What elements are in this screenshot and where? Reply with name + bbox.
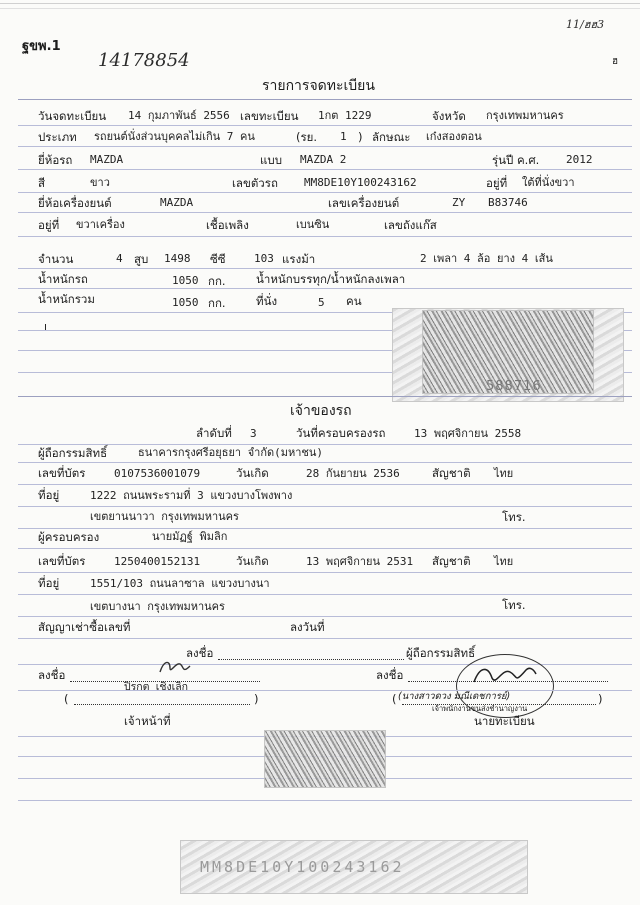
count-label: จำนวน xyxy=(38,252,74,266)
year-value: 2012 xyxy=(566,153,593,166)
weight-label: น้ำหนักรถ xyxy=(38,272,88,286)
class-close: ) xyxy=(358,130,363,144)
official-signature-mark xyxy=(156,654,196,678)
fuel-value: เบนซิน xyxy=(296,218,330,231)
row-line xyxy=(18,548,632,549)
row-line xyxy=(18,800,632,801)
type-label: ประเภท xyxy=(38,130,77,144)
sequence-label: ลำดับที่ xyxy=(196,426,232,440)
plate-label: เลขทะเบียน xyxy=(240,109,299,123)
possessor-nationality-value: ไทย xyxy=(494,555,514,568)
year-label: รุ่นปี ค.ศ. xyxy=(492,153,540,167)
holder-sign-label: ลงชื่อ xyxy=(186,646,214,660)
row-line xyxy=(18,484,632,485)
cylinders-value: 4 xyxy=(116,252,123,265)
holder-sign-title: ผู้ถือกรรมสิทธิ์ xyxy=(406,646,476,660)
lease-number-label: สัญญาเช่าซื้อเลขที่ xyxy=(38,620,131,634)
chassis-label: เลขตัวรถ xyxy=(232,176,278,190)
row-line xyxy=(18,594,632,595)
holder-sign-line xyxy=(218,659,404,660)
class-label: (รย. xyxy=(296,130,318,144)
possessor-dob-value: 13 พฤศจิกายน 2531 xyxy=(306,555,414,568)
engine-location-label: อยู่ที่ xyxy=(38,218,60,232)
brand-value: MAZDA xyxy=(90,153,124,166)
model-value: MAZDA 2 xyxy=(300,153,347,166)
province-value: กรุงเทพมหานคร xyxy=(486,109,564,122)
fuel-label: เชื้อเพลิง xyxy=(206,218,249,232)
color-value: ขาว xyxy=(90,176,110,189)
holder-value: ธนาคารกรุงศรีอยุธยา จำกัด(มหาชน) xyxy=(138,446,324,459)
possessor-id-value: 1250400152131 xyxy=(114,555,201,568)
holder-address-line2: เขตยานนาวา กรุงเทพมหานคร xyxy=(90,510,239,523)
seats-label: ที่นั่ง xyxy=(256,294,278,308)
official-name: ปิรกต เชิงเลิก xyxy=(124,681,189,693)
stamp-caption: เจ้าพนักงานขนส่งชำนาญงาน xyxy=(432,704,528,713)
scan-edge-line xyxy=(0,3,640,4)
residual-mark: I xyxy=(44,323,47,334)
color-label: สี xyxy=(38,176,46,190)
engine-number-value: B83746 xyxy=(488,196,528,209)
cc-label: ซีซี xyxy=(210,252,226,266)
holder-dob-label: วันเกิด xyxy=(236,466,269,480)
plate-value: 1กต 1229 xyxy=(318,109,372,122)
official-paren-open: ( xyxy=(64,692,69,706)
gross-weight-value: 1050 xyxy=(172,296,199,309)
official-paren-close: ) xyxy=(254,692,259,706)
seats-unit: คน xyxy=(346,294,362,308)
holder-label: ผู้ถือกรรมสิทธิ์ xyxy=(38,446,108,460)
possessor-value: นายมัฏฐ์ พิมลิก xyxy=(152,530,228,543)
chassis-value: MM8DE10Y100243162 xyxy=(304,176,417,189)
registrar-sign-label: ลงชื่อ xyxy=(376,668,404,682)
handwritten-number: 14178854 xyxy=(98,50,190,71)
row-line xyxy=(18,638,632,639)
brand-label: ยี่ห้อรถ xyxy=(38,153,73,167)
possessor-address-line1: 1551/103 ถนนลาซาล แขวงบางนา xyxy=(90,577,270,590)
bottom-tape-text: MM8DE10Y100243162 xyxy=(200,858,405,876)
possession-date-label: วันที่ครอบครองรถ xyxy=(296,426,386,440)
holder-phone-label: โทร. xyxy=(502,510,526,524)
row-line xyxy=(18,528,632,529)
possessor-dob-label: วันเกิด xyxy=(236,554,269,568)
official-sign-label: ลงชื่อ xyxy=(38,668,66,682)
holder-nationality-label: สัญชาติ xyxy=(432,466,471,480)
style-label: ลักษณะ xyxy=(372,130,411,144)
rubbing-patch xyxy=(264,730,386,788)
divider xyxy=(18,396,632,397)
holder-id-value: 0107536001079 xyxy=(114,467,201,480)
registrar-paren-close: ) xyxy=(598,692,603,706)
holder-dob-value: 28 กันยายน 2536 xyxy=(306,467,400,480)
holder-address-label: ที่อยู่ xyxy=(38,488,60,502)
engine-number-label: เลขเครื่องยนต์ xyxy=(328,196,400,210)
row-line xyxy=(18,288,632,289)
row-line xyxy=(18,125,632,126)
holder-nationality-value: ไทย xyxy=(494,467,514,480)
weight-unit: กก. xyxy=(208,274,226,288)
row-line xyxy=(18,690,632,691)
gross-weight-label: น้ำหนักรวม xyxy=(38,292,95,306)
corner-note: 11/ฮฮ3 xyxy=(566,18,605,31)
row-line xyxy=(18,462,632,463)
hp-value: 103 xyxy=(254,252,274,265)
divider xyxy=(18,99,632,100)
row-line xyxy=(18,572,632,573)
owner-section-title: เจ้าของรถ xyxy=(290,403,352,419)
sequence-value: 3 xyxy=(250,427,257,440)
seats-value: 5 xyxy=(318,296,325,309)
province-label: จังหวัด xyxy=(432,109,466,123)
row-line xyxy=(18,192,632,193)
row-line xyxy=(18,146,632,147)
weight-value: 1050 xyxy=(172,274,199,287)
cylinders-label: สูบ xyxy=(134,252,149,266)
engine-location-value: ขวาเครื่อง xyxy=(76,218,125,231)
document-title: รายการจดทะเบียน xyxy=(262,78,375,94)
gas-tank-label: เลขถังแก๊ส xyxy=(384,218,437,232)
scan-edge-line xyxy=(0,8,640,9)
row-line xyxy=(18,212,632,213)
hp-label: แรงม้า xyxy=(282,252,316,266)
possessor-label: ผู้ครอบครอง xyxy=(38,530,100,544)
gross-weight-unit: กก. xyxy=(208,296,226,310)
possessor-phone-label: โทร. xyxy=(502,598,526,612)
official-name-line xyxy=(74,704,250,705)
possessor-id-label: เลขที่บัตร xyxy=(38,554,86,568)
possessor-nationality-label: สัญชาติ xyxy=(432,554,471,568)
class-value: 1 xyxy=(340,130,347,143)
official-title: เจ้าหน้าที่ xyxy=(124,714,171,728)
chassis-location-label: อยู่ที่ xyxy=(486,176,508,190)
holder-id-label: เลขที่บัตร xyxy=(38,466,86,480)
engine-brand-value: MAZDA xyxy=(160,196,194,209)
holder-address-line1: 1222 ถนนพระรามที่ 3 แขวงบางโพงพาง xyxy=(90,489,293,502)
style-value: เก๋งสองตอน xyxy=(426,130,482,143)
registrar-signature-mark xyxy=(470,662,540,688)
possessor-address-label: ที่อยู่ xyxy=(38,576,60,590)
possessor-address-line2: เขตบางนา กรุงเทพมหานคร xyxy=(90,600,225,613)
row-line xyxy=(18,506,632,507)
type-value: รถยนต์นั่งส่วนบุคคลไม่เกิน 7 คน xyxy=(94,130,255,143)
axle-tire-value: 2 เพลา 4 ล้อ ยาง 4 เส้น xyxy=(420,252,553,265)
cc-value: 1498 xyxy=(164,252,191,265)
reg-date-label: วันจดทะเบียน xyxy=(38,109,107,123)
tape-number: 588716 xyxy=(486,379,542,394)
reg-date-value: 14 กุมภาพันธ์ 2556 xyxy=(128,109,230,122)
engine-number-prefix: ZY xyxy=(452,196,466,209)
registrar-title: นายทะเบียน xyxy=(474,714,535,728)
row-line xyxy=(18,236,632,237)
chassis-location-value: ใต้ที่นั่งขวา xyxy=(522,176,575,189)
registrar-paren-open: ( xyxy=(392,692,397,706)
engine-brand-label: ยี่ห้อเครื่องยนต์ xyxy=(38,196,112,210)
row-line xyxy=(18,268,632,269)
row-line xyxy=(18,169,632,170)
model-label: แบบ xyxy=(260,153,283,167)
possession-date-value: 13 พฤศจิกายน 2558 xyxy=(414,427,522,440)
top-corner-mark: ฮ xyxy=(612,56,619,67)
row-line xyxy=(18,444,632,445)
row-line xyxy=(18,616,632,617)
form-code: ฐขพ.1 xyxy=(22,39,61,54)
load-label: น้ำหนักบรรทุก/น้ำหนักลงเพลา xyxy=(256,272,406,286)
stamp-name: (นางสาวดวง มณีเดชการย์) xyxy=(398,691,511,702)
lease-date-label: ลงวันที่ xyxy=(290,620,325,634)
